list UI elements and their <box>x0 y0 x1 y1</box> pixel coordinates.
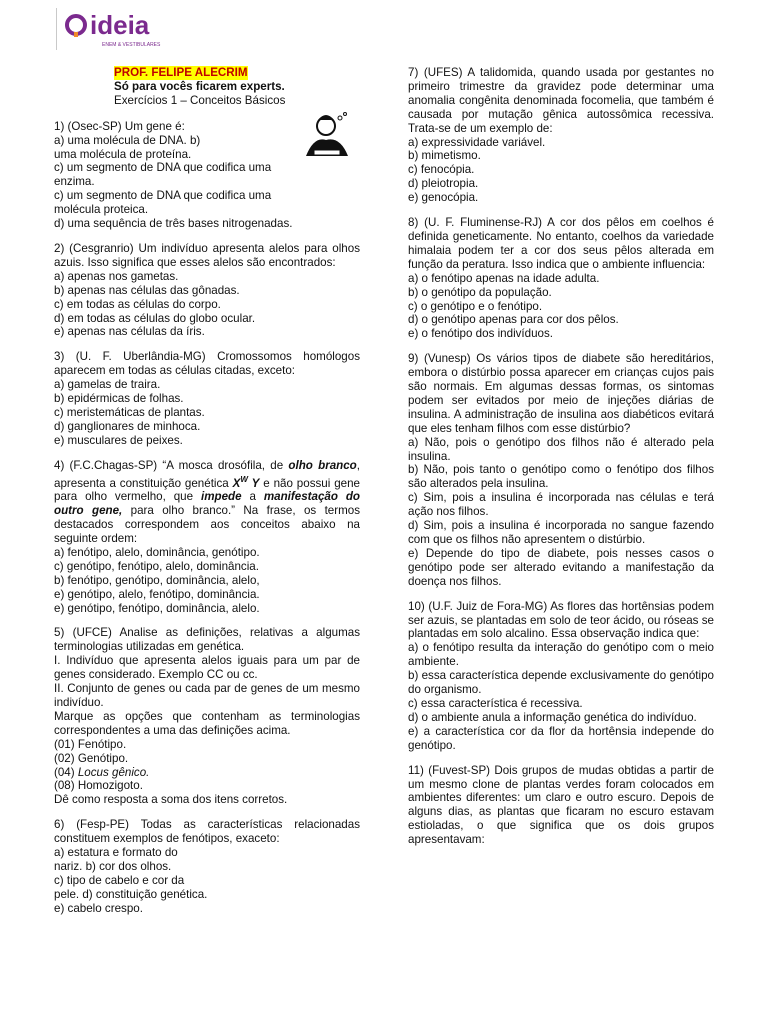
tagline: Só para vocês ficarem experts. <box>114 79 285 93</box>
question-4-text: 4) (F.C.Chagas-SP) “A mosca drosófila, de olho branco, apresenta a constituição genética $X^W$ Y e não possui gene para olho vermelho, que impede a manifestação do outro gene, para olho branco.” Na frase, os termos destacados correspondem aos conceitos abaixo na seguinte ordem: <box>54 458 361 546</box>
question-6: 6) (Fesp-PE) Todas as características relacionadas constituem exemplos de fenótipos, exaceto: a) estatura e formato do nariz. b) cor dos olhos. c) tipo de cabelo e cor da pele. d) constituição genética. e) cabelo crespo. <box>54 818 360 915</box>
question-7: 7) (UFES) A talidomida, quando usada por gestantes no primeiro trimestre da gravidez pode determinar uma anomalia congênita denominada focomelia, que também é causada por mutação gênica autossômica recessiva. Trata-se de um exemplo de: a) expressividade variável. b) mimetismo. c) fenocópia. d) pleiotropia. e) genocópia. <box>408 66 714 205</box>
question-8: 8) (U. F. Fluminense-RJ) A cor dos pêlos em coelhos é definida geneticamente. No entanto, coelhos da variedade himalaia podem ter a cor dos seus pêlos alterada em função da peratura. Isso indica que o ambiente influencia: a) o fenótipo apenas na idade adulta. b) o genótipo da população. c) o genótipo e o fenótipo. d) o genótipo apenas para cor dos pêlos. e) o fenótipo dos indivíduos. <box>408 216 714 341</box>
question-4: 4) (F.C.Chagas-SP) “A mosca drosófila, de olho branco, apresenta a constituição genética $X^W$ Y e não possui gene para olho vermelho, que impede a manifestação do outro gene, para olho branco.” Na frase, os termos destacados correspondem aos conceitos abaixo na seguinte ordem: a) fenótipo, alelo, dominância, genótipo. c) genótipo, fenótipo, alelo, dominância. b) fenótipo, genótipo, dominância, alelo, e) genótipo, alelo, fenótipo, dominância. e) genótipo, fenótipo, dominância, alelo. <box>54 458 361 615</box>
logo-divider <box>56 8 57 50</box>
question-10: 10) (U.F. Juiz de Fora-MG) As flores das hortênsias podem ser azuis, se plantadas em solo de teor ácido, ou róseas se plantadas em solo alcalino. Essa observação indica que: a) o fenótipo resulta da interação do genótipo com o meio ambiente. b) essa característica depende exclusivamente do genótipo do organismo. c) essa característica é recessiva. d) o ambiente anula a informação genética do indivíduo. e) a característica cor da flor da hortênsia independe do genótipo. <box>408 599 714 752</box>
right-column <box>408 66 714 858</box>
logo-bulb-icon <box>67 16 85 34</box>
header-block <box>114 66 360 108</box>
page-title: Exercícios 1 – Conceitos Básicos <box>114 93 286 107</box>
question-9: 9) (Vunesp) Os vários tipos de diabete são hereditários, embora o distúrbio possa aparecer em crianças cujos pais são normais. Em algumas dessas formas, os sintomas podem ser evitados por meio de injeções diárias de insulina. A administração de insulina aos diabéticos evitará que eles tenham filhos com esse distúrbio? a) Não, pois o genótipo dos filhos não é alterado pela insulina. b) Não, pois tanto o genótipo como o fenótipo dos filhos são alterados pela insulina. c) Sim, pois a insulina é incorporada nas células e terá ação nos filhos. d) Sim, pois a insulina é incorporada no sangue fazendo com que os filhos não apresentem o distúrbio. e) Depende do tipo de diabete, pois nesses casos o genótipo pode ser alterado evitando a manifestação da doença nos filhos. <box>408 352 714 588</box>
question-2: 2) (Cesgranrio) Um indivíduo apresenta alelos para olhos azuis. Isso significa que esses alelos são encontrados: a) apenas nos gametas. b) apenas nas células das gônadas. c) em todas as células do corpo. d) em todas as células do globo ocular. e) apenas nas células da íris. <box>54 241 360 339</box>
svg-text:ENEM & VESTIBULARES: ENEM & VESTIBULARES <box>102 42 161 48</box>
left-column <box>54 66 360 927</box>
professor-name: PROF. FELIPE ALECRIM <box>114 66 248 79</box>
question-5: 5) (UFCE) Analise as definições, relativas a algumas terminologias utilizadas em genética. I. Indivíduo que apresenta alelos iguais para um par de genes considerado. Exemplo CC ou cc. II. Conjunto de genes ou cada par de genes de um mesmo indivíduo. Marque as opções que contenham as terminologias correspondentes a uma das definições acima. (01) Fenótipo. (02) Genótipo. (04) Locus gênico. (08) Homozigoto. Dê como resposta a soma dos itens corretos. <box>54 626 360 807</box>
question-3: 3) (U. F. Uberlândia-MG) Cromossomos homólogos aparecem em todas as células citadas, exceto: a) gamelas de traira. b) epidérmicas de folhas. c) meristemáticas de plantas. d) ganglionares de minhoca. e) musculares de peixes. <box>54 350 360 447</box>
thinking-person-icon <box>296 112 356 164</box>
question-1: 1) (Osec-SP) Um gene é: a) uma molécula de DNA. b) uma molécula de proteína. c) um segmento de DNA que codifica uma enzima. c) um segmento de DNA que codifica uma molécula proteica. d) uma sequência de três bases nitrogenadas. <box>54 120 360 231</box>
question-11: 11) (Fuvest-SP) Dois grupos de mudas obtidas a partir de um mesmo clone de plantas verdes foram colocados em ambientes diferentes: um claro e outro escuro. Depois de alguns dias, as plantas que ficaram no escuro estavam estioladas, o que significa que os dois grupos apresentavam: <box>408 763 714 847</box>
svg-text:ideia: ideia <box>90 10 150 40</box>
ideia-logo <box>62 6 172 54</box>
